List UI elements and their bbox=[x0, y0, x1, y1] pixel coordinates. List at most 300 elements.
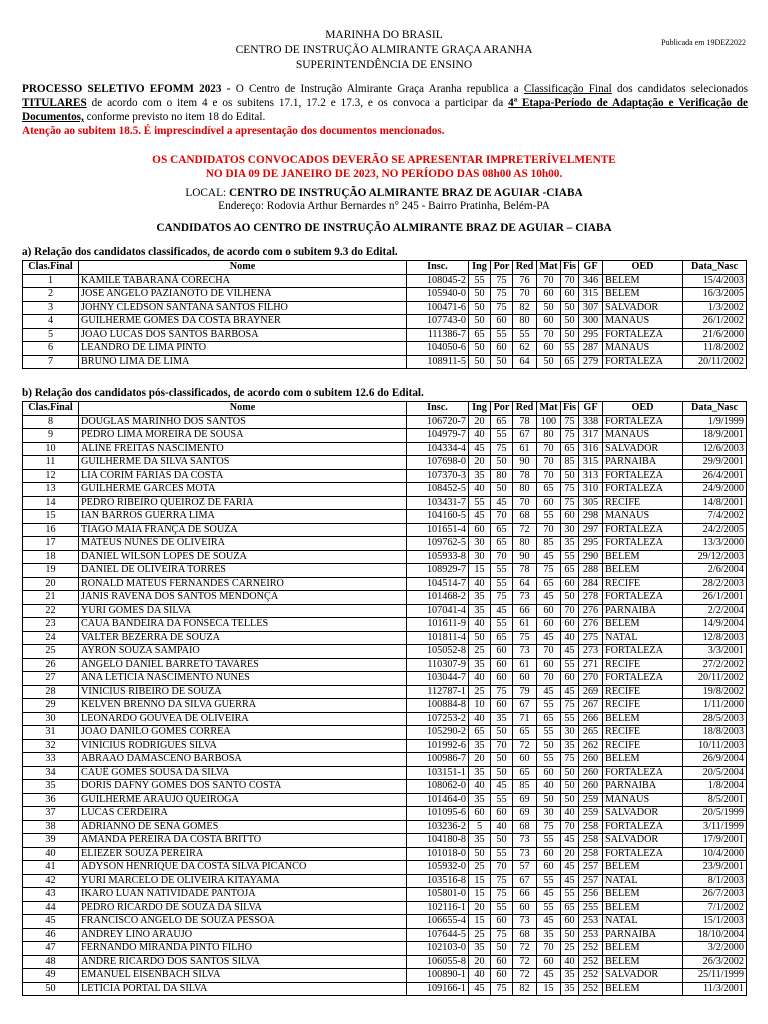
cell-insc: 108929-7 bbox=[407, 564, 469, 578]
cell-data-nasc: 8/1/2003 bbox=[683, 874, 747, 888]
cell-data-nasc: 12/6/2003 bbox=[683, 442, 747, 456]
cell-nome: LEONARDO GOUVEA DE OLIVEIRA bbox=[79, 712, 407, 726]
cell-por: 60 bbox=[491, 645, 513, 659]
cell-insc: 109166-1 bbox=[407, 982, 469, 996]
cell-por: 60 bbox=[491, 342, 513, 356]
cell-gf: 257 bbox=[579, 861, 603, 875]
cell-clas-final: 39 bbox=[23, 834, 79, 848]
cell-gf: 262 bbox=[579, 739, 603, 753]
cell-ing: 25 bbox=[469, 685, 491, 699]
cell-oed: RECIFE bbox=[603, 496, 683, 510]
cell-nome: YURI GOMES DA SILVA bbox=[79, 604, 407, 618]
column-header-red: Red bbox=[513, 261, 537, 275]
cell-ing: 40 bbox=[469, 483, 491, 497]
cell-nome: MATEUS NUNES DE OLIVEIRA bbox=[79, 537, 407, 551]
cell-mat: 60 bbox=[537, 618, 561, 632]
table-row bbox=[23, 469, 747, 483]
column-header-oed: OED bbox=[603, 402, 683, 416]
cell-ing: 50 bbox=[469, 315, 491, 329]
cell-fis: 65 bbox=[561, 564, 579, 578]
cell-gf: 258 bbox=[579, 834, 603, 848]
cell-oed: FORTALEZA bbox=[603, 537, 683, 551]
column-header-oed: OED bbox=[603, 261, 683, 275]
cell-por: 75 bbox=[491, 288, 513, 302]
cell-oed: FORTALEZA bbox=[603, 645, 683, 659]
cell-data-nasc: 26/7/2003 bbox=[683, 888, 747, 902]
cell-nome: VINICIUS RIBEIRO DE SOUZA bbox=[79, 685, 407, 699]
table-row bbox=[23, 780, 747, 794]
cell-por: 60 bbox=[491, 955, 513, 969]
cell-red: 72 bbox=[513, 955, 537, 969]
cell-ing: 40 bbox=[469, 577, 491, 591]
table-row bbox=[23, 699, 747, 713]
cell-oed: SALVADOR bbox=[603, 807, 683, 821]
cell-clas-final: 22 bbox=[23, 604, 79, 618]
cell-gf: 295 bbox=[579, 328, 603, 342]
table-row bbox=[23, 537, 747, 551]
cell-oed: NATAL bbox=[603, 874, 683, 888]
cell-gf: 288 bbox=[579, 564, 603, 578]
cell-ing: 35 bbox=[469, 834, 491, 848]
cell-insc: 105940-0 bbox=[407, 288, 469, 302]
cell-por: 55 bbox=[491, 901, 513, 915]
table-row bbox=[23, 726, 747, 740]
table-row bbox=[23, 591, 747, 605]
cell-mat: 40 bbox=[537, 780, 561, 794]
cell-ing: 50 bbox=[469, 847, 491, 861]
cell-gf: 279 bbox=[579, 355, 603, 369]
cell-clas-final: 21 bbox=[23, 591, 79, 605]
cell-oed: FORTALEZA bbox=[603, 328, 683, 342]
cell-nome: VALTER BEZERRA DE SOUZA bbox=[79, 631, 407, 645]
cell-oed: PARNAIBA bbox=[603, 928, 683, 942]
cell-gf: 269 bbox=[579, 685, 603, 699]
cell-por: 65 bbox=[491, 631, 513, 645]
cell-fis: 25 bbox=[561, 942, 579, 956]
table-row bbox=[23, 631, 747, 645]
column-header-por: Por bbox=[491, 261, 513, 275]
cell-red: 55 bbox=[513, 328, 537, 342]
cell-clas-final: 16 bbox=[23, 523, 79, 537]
cell-oed: FORTALEZA bbox=[603, 415, 683, 429]
cell-data-nasc: 1/3/2002 bbox=[683, 301, 747, 315]
cell-fis: 75 bbox=[561, 429, 579, 443]
cell-data-nasc: 17/9/2001 bbox=[683, 834, 747, 848]
cell-gf: 287 bbox=[579, 342, 603, 356]
cell-clas-final: 33 bbox=[23, 753, 79, 767]
cell-gf: 266 bbox=[579, 712, 603, 726]
cell-oed: BELEM bbox=[603, 982, 683, 996]
cell-nome: ANGELO DANIEL BARRETO TAVARES bbox=[79, 658, 407, 672]
cell-insc: 108045-2 bbox=[407, 274, 469, 288]
cell-oed: FORTALEZA bbox=[603, 483, 683, 497]
table-header-row bbox=[23, 402, 747, 416]
cell-fis: 55 bbox=[561, 888, 579, 902]
cell-nome: JOHNY CLEDSON SANTANA SANTOS FILHO bbox=[79, 301, 407, 315]
cell-gf: 315 bbox=[579, 288, 603, 302]
cell-nome: KELVEN BRENNO DA SILVA GUERRA bbox=[79, 699, 407, 713]
table-row bbox=[23, 483, 747, 497]
cell-red: 65 bbox=[513, 766, 537, 780]
cell-fis: 45 bbox=[561, 685, 579, 699]
cell-ing: 65 bbox=[469, 726, 491, 740]
cell-clas-final: 7 bbox=[23, 355, 79, 369]
cell-fis: 75 bbox=[561, 496, 579, 510]
column-header-fis: Fis bbox=[561, 261, 579, 275]
cell-red: 80 bbox=[513, 537, 537, 551]
cell-por: 70 bbox=[491, 510, 513, 524]
cell-gf: 253 bbox=[579, 928, 603, 942]
cell-por: 45 bbox=[491, 604, 513, 618]
cell-gf: 278 bbox=[579, 591, 603, 605]
column-header-clas-final: Clas.Final bbox=[23, 402, 79, 416]
cell-ing: 35 bbox=[469, 469, 491, 483]
cell-ing: 35 bbox=[469, 942, 491, 956]
cell-red: 60 bbox=[513, 672, 537, 686]
cell-por: 65 bbox=[491, 523, 513, 537]
table-row bbox=[23, 301, 747, 315]
cell-por: 55 bbox=[491, 618, 513, 632]
cell-fis: 55 bbox=[561, 342, 579, 356]
header-line-3: SUPERINTENDÊNCIA DE ENSINO bbox=[295, 59, 473, 71]
cell-red: 68 bbox=[513, 510, 537, 524]
cell-fis: 50 bbox=[561, 928, 579, 942]
cell-nome: LEANDRO DE LIMA PINTO bbox=[79, 342, 407, 356]
cell-data-nasc: 3/2/2000 bbox=[683, 942, 747, 956]
table-row bbox=[23, 442, 747, 456]
cell-insc: 104334-4 bbox=[407, 442, 469, 456]
cell-red: 72 bbox=[513, 523, 537, 537]
table-row bbox=[23, 982, 747, 996]
cell-gf: 259 bbox=[579, 793, 603, 807]
cell-nome: JOAO DANILO GOMES CORREA bbox=[79, 726, 407, 740]
cell-mat: 35 bbox=[537, 928, 561, 942]
cell-red: 70 bbox=[513, 496, 537, 510]
cell-insc: 103431-7 bbox=[407, 496, 469, 510]
column-header-clas-final: Clas.Final bbox=[23, 261, 79, 275]
cell-clas-final: 49 bbox=[23, 969, 79, 983]
cell-ing: 40 bbox=[469, 429, 491, 443]
cell-data-nasc: 14/9/2004 bbox=[683, 618, 747, 632]
cell-fis: 65 bbox=[561, 442, 579, 456]
cell-oed: SALVADOR bbox=[603, 834, 683, 848]
table-row bbox=[23, 847, 747, 861]
cell-gf: 316 bbox=[579, 442, 603, 456]
cell-nome: DOUGLAS MARINHO DOS SANTOS bbox=[79, 415, 407, 429]
cell-fis: 55 bbox=[561, 550, 579, 564]
convocation-notice bbox=[0, 153, 768, 181]
location-address: Endereço: Rodovia Arthur Bernardes n° 245 - Bairro Pratinha, Belém-PA bbox=[218, 200, 550, 212]
section-b-title: b) Relação dos candidatos pós-classificados, de acordo com o subitem 12.6 do Edital. bbox=[22, 387, 424, 399]
cell-red: 61 bbox=[513, 618, 537, 632]
cell-nome: ANDRE RICARDO DOS SANTOS SILVA bbox=[79, 955, 407, 969]
cell-por: 75 bbox=[491, 928, 513, 942]
cell-oed: RECIFE bbox=[603, 739, 683, 753]
cell-nome: AMANDA PEREIRA DA COSTA BRITTO bbox=[79, 834, 407, 848]
cell-data-nasc: 15/4/2003 bbox=[683, 274, 747, 288]
cell-mat: 50 bbox=[537, 793, 561, 807]
table-row bbox=[23, 355, 747, 369]
cell-clas-final: 42 bbox=[23, 874, 79, 888]
cell-insc: 107644-5 bbox=[407, 928, 469, 942]
cell-ing: 20 bbox=[469, 955, 491, 969]
cell-insc: 106055-8 bbox=[407, 955, 469, 969]
table-row bbox=[23, 685, 747, 699]
cell-mat: 50 bbox=[537, 355, 561, 369]
cell-por: 45 bbox=[491, 496, 513, 510]
attention-note: Atenção ao subitem 18.5. É imprescindível a apresentação dos documentos mencionados. bbox=[22, 125, 445, 137]
cell-red: 70 bbox=[513, 288, 537, 302]
cell-por: 65 bbox=[491, 537, 513, 551]
cell-red: 80 bbox=[513, 315, 537, 329]
table-row bbox=[23, 510, 747, 524]
cell-insc: 107743-0 bbox=[407, 315, 469, 329]
cell-red: 72 bbox=[513, 969, 537, 983]
cell-data-nasc: 28/5/2003 bbox=[683, 712, 747, 726]
cell-oed: FORTALEZA bbox=[603, 766, 683, 780]
cell-data-nasc: 20/5/1999 bbox=[683, 807, 747, 821]
cell-data-nasc: 1/9/1999 bbox=[683, 415, 747, 429]
table-row bbox=[23, 793, 747, 807]
cell-ing: 40 bbox=[469, 712, 491, 726]
cell-oed: BELEM bbox=[603, 753, 683, 767]
location-block bbox=[0, 187, 768, 213]
table-row bbox=[23, 645, 747, 659]
cell-mat: 70 bbox=[537, 469, 561, 483]
cell-ing: 20 bbox=[469, 456, 491, 470]
cell-por: 50 bbox=[491, 766, 513, 780]
cell-insc: 101992-6 bbox=[407, 739, 469, 753]
cell-nome: ANDREY LINO ARAUJO bbox=[79, 928, 407, 942]
cell-por: 60 bbox=[491, 699, 513, 713]
cell-red: 66 bbox=[513, 888, 537, 902]
cell-fis: 60 bbox=[561, 510, 579, 524]
cell-insc: 101468-2 bbox=[407, 591, 469, 605]
cell-nome: IAN BARROS GUERRA LIMA bbox=[79, 510, 407, 524]
cell-ing: 40 bbox=[469, 969, 491, 983]
cell-oed: BELEM bbox=[603, 618, 683, 632]
cell-fis: 70 bbox=[561, 274, 579, 288]
cell-insc: 104514-7 bbox=[407, 577, 469, 591]
column-header-nome: Nome bbox=[79, 261, 407, 275]
cell-fis: 40 bbox=[561, 807, 579, 821]
cell-gf: 258 bbox=[579, 847, 603, 861]
cell-mat: 30 bbox=[537, 807, 561, 821]
cell-nome: DANIEL WILSON LOPES DE SOUZA bbox=[79, 550, 407, 564]
cell-clas-final: 12 bbox=[23, 469, 79, 483]
cell-nome: ELIEZER SOUZA PEREIRA bbox=[79, 847, 407, 861]
cell-por: 50 bbox=[491, 483, 513, 497]
cell-clas-final: 18 bbox=[23, 550, 79, 564]
document-header bbox=[0, 28, 768, 73]
cell-ing: 50 bbox=[469, 355, 491, 369]
cell-por: 60 bbox=[491, 658, 513, 672]
table-row bbox=[23, 915, 747, 929]
cell-gf: 252 bbox=[579, 982, 603, 996]
cell-clas-final: 46 bbox=[23, 928, 79, 942]
cell-mat: 55 bbox=[537, 699, 561, 713]
cell-fis: 70 bbox=[561, 820, 579, 834]
cell-mat: 55 bbox=[537, 510, 561, 524]
cell-por: 40 bbox=[491, 820, 513, 834]
table-row bbox=[23, 496, 747, 510]
cell-por: 45 bbox=[491, 780, 513, 794]
cell-red: 73 bbox=[513, 645, 537, 659]
cell-red: 71 bbox=[513, 712, 537, 726]
cell-gf: 255 bbox=[579, 901, 603, 915]
cell-por: 60 bbox=[491, 915, 513, 929]
cell-oed: FORTALEZA bbox=[603, 591, 683, 605]
column-header-mat: Mat bbox=[537, 261, 561, 275]
cell-gf: 270 bbox=[579, 672, 603, 686]
cell-oed: BELEM bbox=[603, 288, 683, 302]
cell-oed: BELEM bbox=[603, 942, 683, 956]
cell-insc: 105933-8 bbox=[407, 550, 469, 564]
cell-por: 70 bbox=[491, 739, 513, 753]
cell-nome: CAUA BANDEIRA DA FONSECA TELLES bbox=[79, 618, 407, 632]
cell-clas-final: 47 bbox=[23, 942, 79, 956]
cell-insc: 100884-8 bbox=[407, 699, 469, 713]
cell-nome: VINÍCIUS RODRIGUES SILVA bbox=[79, 739, 407, 753]
cell-gf: 307 bbox=[579, 301, 603, 315]
cell-nome: ANA LETICIA NASCIMENTO NUNES bbox=[79, 672, 407, 686]
cell-nome: KAMILE TABARANÃ CORECHA bbox=[79, 274, 407, 288]
cell-clas-final: 1 bbox=[23, 274, 79, 288]
cell-oed: NATAL bbox=[603, 915, 683, 929]
cell-fis: 65 bbox=[561, 901, 579, 915]
table-row bbox=[23, 328, 747, 342]
intro-text-4: conforme previsto no item 18 do Edital. bbox=[83, 111, 266, 123]
cell-nome: GUILHERME DA SILVA SANTOS bbox=[79, 456, 407, 470]
table-row bbox=[23, 861, 747, 875]
cell-nome: YURI MARCELO DE OLIVEIRA KITAYAMA bbox=[79, 874, 407, 888]
column-header-data-nasc: Data_Nasc bbox=[683, 261, 747, 275]
cell-clas-final: 36 bbox=[23, 793, 79, 807]
cell-nome: BRUNO LIMA DE LIMA bbox=[79, 355, 407, 369]
cell-nome: CAUÊ GOMES SOUSA DA SILVA bbox=[79, 766, 407, 780]
cell-por: 70 bbox=[491, 861, 513, 875]
cell-ing: 45 bbox=[469, 510, 491, 524]
intro-text-3: de acordo com o item 4 e os subitens 17.1, 17.2 e 17.3, e os convoca a participar da bbox=[86, 97, 509, 109]
cell-insc: 104979-7 bbox=[407, 429, 469, 443]
intro-paragraph bbox=[22, 82, 748, 138]
cell-por: 50 bbox=[491, 355, 513, 369]
cell-gf: 276 bbox=[579, 604, 603, 618]
cell-oed: FORTALEZA bbox=[603, 672, 683, 686]
table-row bbox=[23, 739, 747, 753]
cell-por: 75 bbox=[491, 685, 513, 699]
cell-data-nasc: 26/4/2001 bbox=[683, 469, 747, 483]
cell-data-nasc: 18/8/2003 bbox=[683, 726, 747, 740]
column-header-ing: Ing bbox=[469, 261, 491, 275]
cell-red: 78 bbox=[513, 564, 537, 578]
cell-fis: 55 bbox=[561, 712, 579, 726]
cell-gf: 257 bbox=[579, 874, 603, 888]
cell-mat: 60 bbox=[537, 658, 561, 672]
cell-gf: 267 bbox=[579, 699, 603, 713]
cell-mat: 70 bbox=[537, 645, 561, 659]
cell-nome: PEDRO RIBEIRO QUEIROZ DE FARIA bbox=[79, 496, 407, 510]
cell-data-nasc: 19/8/2002 bbox=[683, 685, 747, 699]
cell-red: 57 bbox=[513, 861, 537, 875]
cell-mat: 60 bbox=[537, 955, 561, 969]
cell-oed: PARNAIBA bbox=[603, 456, 683, 470]
cell-mat: 55 bbox=[537, 753, 561, 767]
cell-mat: 45 bbox=[537, 888, 561, 902]
cell-ing: 5 bbox=[469, 820, 491, 834]
cell-oed: BELEM bbox=[603, 888, 683, 902]
cell-por: 55 bbox=[491, 429, 513, 443]
table-row bbox=[23, 415, 747, 429]
cell-gf: 297 bbox=[579, 523, 603, 537]
cell-oed: FORTALEZA bbox=[603, 355, 683, 369]
cell-ing: 10 bbox=[469, 699, 491, 713]
cell-insc: 100471-6 bbox=[407, 301, 469, 315]
cell-clas-final: 34 bbox=[23, 766, 79, 780]
cell-mat: 65 bbox=[537, 483, 561, 497]
cell-data-nasc: 26/3/2002 bbox=[683, 955, 747, 969]
cell-mat: 60 bbox=[537, 604, 561, 618]
cell-mat: 85 bbox=[537, 537, 561, 551]
cell-mat: 60 bbox=[537, 342, 561, 356]
cell-fis: 50 bbox=[561, 315, 579, 329]
cell-nome: EMANUEL EISENBACH SILVA bbox=[79, 969, 407, 983]
cell-oed: FORTALEZA bbox=[603, 469, 683, 483]
cell-gf: 276 bbox=[579, 618, 603, 632]
cell-fis: 75 bbox=[561, 483, 579, 497]
cell-mat: 60 bbox=[537, 861, 561, 875]
cell-gf: 259 bbox=[579, 807, 603, 821]
cell-data-nasc: 24/9/2000 bbox=[683, 483, 747, 497]
cell-ing: 45 bbox=[469, 442, 491, 456]
cell-oed: BELEM bbox=[603, 901, 683, 915]
cell-insc: 107253-2 bbox=[407, 712, 469, 726]
cell-insc: 104050-6 bbox=[407, 342, 469, 356]
cell-red: 90 bbox=[513, 550, 537, 564]
cell-ing: 55 bbox=[469, 274, 491, 288]
cell-data-nasc: 18/10/2004 bbox=[683, 928, 747, 942]
cell-oed: RECIFE bbox=[603, 658, 683, 672]
cell-oed: RECIFE bbox=[603, 726, 683, 740]
cell-red: 67 bbox=[513, 874, 537, 888]
table-row bbox=[23, 577, 747, 591]
table-row bbox=[23, 712, 747, 726]
cell-nome: ALINE FREITAS NASCIMENTO bbox=[79, 442, 407, 456]
publication-date: Publicada em 19DEZ2022 bbox=[661, 38, 746, 47]
column-header-por: Por bbox=[491, 402, 513, 416]
cell-oed: NATAL bbox=[603, 631, 683, 645]
table-row bbox=[23, 564, 747, 578]
cell-ing: 50 bbox=[469, 301, 491, 315]
table-row bbox=[23, 456, 747, 470]
cell-insc: 103236-2 bbox=[407, 820, 469, 834]
cell-nome: FRANCISCO ANGELO DE SOUZA PESSOA bbox=[79, 915, 407, 929]
table-row bbox=[23, 874, 747, 888]
cell-por: 55 bbox=[491, 564, 513, 578]
cell-clas-final: 50 bbox=[23, 982, 79, 996]
column-header-fis: Fis bbox=[561, 402, 579, 416]
cell-data-nasc: 25/11/1999 bbox=[683, 969, 747, 983]
cell-clas-final: 20 bbox=[23, 577, 79, 591]
cell-gf: 260 bbox=[579, 780, 603, 794]
table-row bbox=[23, 523, 747, 537]
cell-clas-final: 8 bbox=[23, 415, 79, 429]
header-line-1: MARINHA DO BRASIL bbox=[325, 29, 443, 41]
process-title: PROCESSO SELETIVO EFOMM 2023 - bbox=[22, 83, 231, 95]
cell-oed: SALVADOR bbox=[603, 969, 683, 983]
cell-red: 80 bbox=[513, 483, 537, 497]
cell-clas-final: 29 bbox=[23, 699, 79, 713]
